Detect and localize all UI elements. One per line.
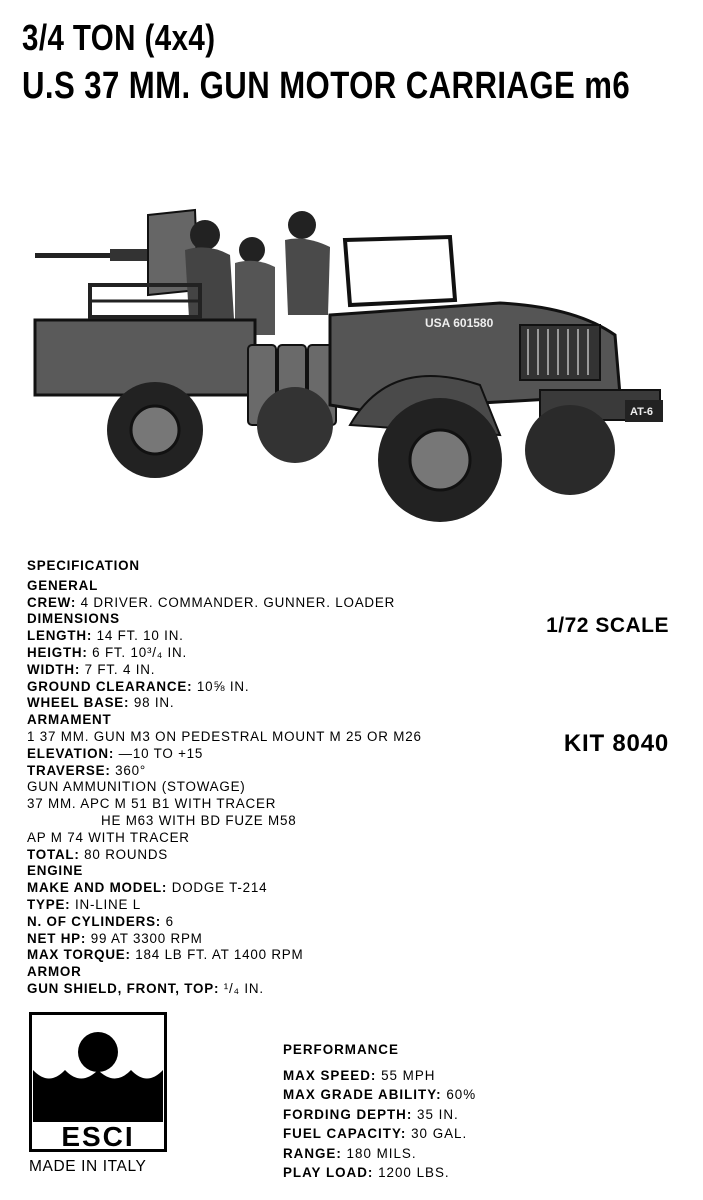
engine-heading: ENGINE: [27, 863, 84, 879]
wheelbase-row: [27, 695, 497, 712]
performance: [283, 1040, 476, 1183]
total-row: [27, 847, 497, 864]
width-row: [27, 662, 497, 679]
range-label: RANGE:: [283, 1145, 342, 1161]
total-value: 80 ROUNDS: [79, 846, 169, 862]
grade-row: [283, 1085, 476, 1105]
wheelbase-value: 98 IN.: [129, 695, 175, 711]
grade-value: 60%: [441, 1087, 477, 1102]
elevation-label: ELEVATION:: [27, 745, 115, 761]
width-value: 7 FT. 4 IN.: [80, 661, 156, 677]
cylinders-label: N. OF CYLINDERS:: [27, 913, 162, 929]
torque-label: MAX TORQUE:: [27, 947, 131, 963]
elevation-row: [27, 746, 497, 763]
type-label: TYPE:: [27, 896, 71, 912]
clearance-row: [27, 679, 497, 696]
gun-row: 1 37 MM. GUN M3 ON PEDESTRAL MOUNT M 25 OR M26: [27, 728, 422, 744]
hp-row: [27, 931, 497, 948]
crew-value: 4 DRIVER. COMMANDER. GUNNER. LOADER: [76, 594, 396, 610]
cylinders-row: [27, 914, 497, 931]
height-label: HEIGTH:: [27, 644, 88, 660]
title-line-1: 3/4 TON (4x4): [22, 17, 216, 58]
ammo-row: GUN AMMUNITION (STOWAGE): [27, 779, 246, 795]
make-label: MAKE AND MODEL:: [27, 880, 168, 896]
esci-logo: [29, 1012, 167, 1152]
cylinders-value: 6: [161, 913, 174, 929]
load-row: [283, 1163, 476, 1183]
hp-label: NET HP:: [27, 930, 87, 946]
hp-value: 99 AT 3300 RPM: [86, 930, 203, 946]
traverse-value: 360°: [110, 762, 147, 778]
range-value: 180 MILS.: [341, 1145, 417, 1161]
make-row: [27, 880, 497, 897]
crew-label: CREW:: [27, 594, 77, 610]
torque-value: 184 LB FT. AT 1400 RPM: [130, 947, 304, 963]
traverse-label: TRAVERSE:: [27, 762, 111, 778]
wheelbase-label: WHEEL BASE:: [27, 695, 130, 711]
clearance-value: 10⅝ IN.: [192, 678, 250, 694]
length-label: LENGTH:: [27, 628, 93, 644]
grade-label: MAX GRADE ABILITY:: [283, 1087, 442, 1102]
shield-row: [27, 981, 497, 998]
type-row: [27, 897, 497, 914]
traverse-row: [27, 763, 497, 780]
elevation-value: —10 TO +15: [114, 745, 204, 761]
performance-heading: PERFORMANCE: [283, 1042, 399, 1057]
speed-label: MAX SPEED:: [283, 1067, 377, 1083]
he-row: HE M63 WITH BD FUZE M58: [101, 812, 297, 828]
made-in-label: MADE IN ITALY: [29, 1158, 147, 1175]
general-heading: GENERAL: [27, 577, 99, 593]
speed-row: [283, 1066, 476, 1086]
length-row: [27, 628, 497, 645]
length-value: 14 FT. 10 IN.: [92, 628, 184, 644]
height-value: 6 FT. 10³/₄ IN.: [87, 644, 188, 660]
bumper-marking: AT-6: [630, 406, 654, 418]
fuel-value: 30 GAL.: [406, 1126, 468, 1141]
width-label: WIDTH:: [27, 661, 81, 677]
range-row: [283, 1144, 476, 1164]
logo-text: ESCI: [61, 1121, 135, 1152]
make-value: DODGE T-214: [167, 880, 268, 896]
torque-row: [27, 947, 497, 964]
hood-marking: USA 601580: [425, 316, 494, 330]
vehicle-illustration: [30, 195, 670, 535]
height-row: [27, 645, 497, 662]
shield-label: GUN SHIELD, FRONT, TOP:: [27, 980, 220, 996]
speed-value: 55 MPH: [376, 1067, 436, 1083]
ap-row: AP M 74 WITH TRACER: [27, 829, 190, 845]
fording-value: 35 IN.: [412, 1106, 459, 1122]
scale-label: 1/72 SCALE: [546, 614, 669, 637]
kit-number: KIT 8040: [563, 730, 669, 757]
fuel-row: [283, 1124, 476, 1144]
spec-heading: SPECIFICATION: [27, 558, 140, 573]
crew-row: [27, 595, 497, 612]
clearance-label: GROUND CLEARANCE:: [27, 678, 193, 694]
dimensions-heading: DIMENSIONS: [27, 611, 120, 627]
fording-label: FORDING DEPTH:: [283, 1106, 413, 1122]
armor-heading: ARMOR: [27, 964, 82, 980]
fuel-label: FUEL CAPACITY:: [283, 1126, 407, 1141]
fording-row: [283, 1105, 476, 1125]
total-label: TOTAL:: [27, 846, 80, 862]
type-value: IN-LINE L: [70, 896, 141, 912]
load-value: 1200 LBS.: [373, 1165, 450, 1180]
armament-heading: ARMAMENT: [27, 712, 112, 728]
apc-row: 37 MM. APC M 51 B1 WITH TRACER: [27, 796, 277, 812]
title-line-2: U.S 37 MM. GUN MOTOR CARRIAGE m6: [22, 65, 631, 107]
specification: [27, 558, 497, 998]
shield-value: ¹/₄ IN.: [219, 980, 264, 996]
load-label: PLAY LOAD:: [283, 1165, 374, 1180]
